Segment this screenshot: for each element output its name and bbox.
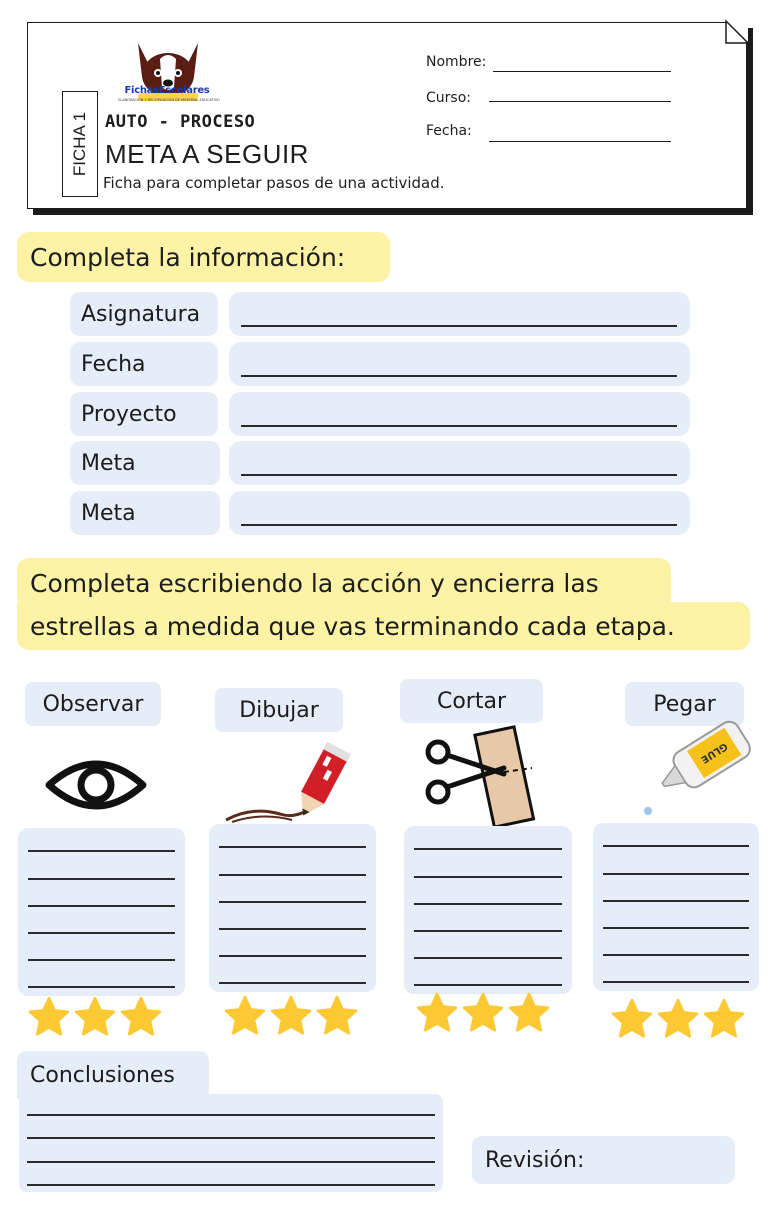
star-icon[interactable] [120, 996, 162, 1038]
revision-label: Revisión: [485, 1147, 585, 1173]
step-card-pegar[interactable] [593, 823, 759, 991]
star-icon[interactable] [657, 998, 699, 1040]
nombre-field[interactable] [493, 71, 671, 72]
steps-heading-line2: estrellas a medida que vas terminando cada etapa. [17, 602, 750, 650]
info-row-label: Fecha [70, 342, 218, 386]
info-row-field[interactable] [229, 292, 690, 336]
star-icon[interactable] [703, 998, 745, 1040]
folded-corner-icon [726, 21, 748, 43]
ficha-tab-label: FICHA 1 [70, 111, 89, 177]
step-card-observar[interactable] [18, 828, 185, 996]
star-icon[interactable] [74, 996, 116, 1038]
stars-pegar [611, 998, 745, 1040]
info-section-heading: Completa la información: [17, 232, 390, 282]
info-row-label: Meta [70, 441, 220, 485]
scissors-icon [424, 726, 542, 826]
step-label-dibujar: Dibujar [215, 688, 343, 732]
star-icon[interactable] [462, 992, 504, 1034]
nombre-label: Nombre: [426, 54, 487, 70]
stars-dibujar [224, 995, 358, 1037]
logo-text: FichasEscolares [124, 85, 210, 96]
curso-label: Curso: [426, 90, 471, 106]
star-icon[interactable] [224, 995, 266, 1037]
svg-text:GLUE: GLUE [698, 740, 730, 765]
star-icon[interactable] [508, 992, 550, 1034]
revision-field[interactable] [472, 1136, 735, 1184]
page-title: META A SEGUIR [105, 139, 309, 169]
conclusions-label: Conclusiones [17, 1051, 209, 1099]
stars-observar [28, 996, 162, 1038]
fecha-label: Fecha: [426, 123, 472, 139]
step-label-observar: Observar [25, 682, 161, 726]
pencil-icon [222, 738, 354, 826]
stars-cortar [416, 992, 550, 1034]
fecha-field[interactable] [489, 141, 671, 142]
star-icon[interactable] [611, 998, 653, 1040]
info-row-label: Proyecto [70, 392, 218, 436]
steps-heading-line1: Completa escribiendo la acción y encierra las [17, 558, 671, 608]
ficha-tab [62, 91, 98, 197]
info-row-field[interactable] [229, 392, 690, 436]
page-subtitle: Ficha para completar pasos de una actividad. [103, 174, 445, 192]
star-icon[interactable] [28, 996, 70, 1038]
title-auto-proceso: AUTO - PROCESO [105, 112, 256, 132]
step-label-cortar: Cortar [400, 679, 543, 723]
info-row-field[interactable] [229, 491, 690, 535]
eye-icon [45, 755, 147, 815]
step-label-pegar: Pegar [625, 682, 744, 726]
curso-field[interactable] [489, 101, 671, 102]
step-card-cortar[interactable] [404, 826, 572, 994]
star-icon[interactable] [270, 995, 312, 1037]
info-row-label: Asignatura [70, 292, 218, 336]
star-icon[interactable] [416, 992, 458, 1034]
step-card-dibujar[interactable] [209, 824, 376, 992]
info-row-label: Meta [70, 491, 220, 535]
logo-subtext: ELABORACIÓN Y RECOPILACIÓN DE MATERIAL EDUCATIVO [118, 98, 220, 102]
header-card [27, 22, 747, 209]
glue-icon [640, 725, 760, 820]
conclusions-field[interactable] [19, 1094, 443, 1192]
info-row-field[interactable] [229, 342, 690, 386]
star-icon[interactable] [316, 995, 358, 1037]
info-row-field[interactable] [229, 441, 690, 485]
